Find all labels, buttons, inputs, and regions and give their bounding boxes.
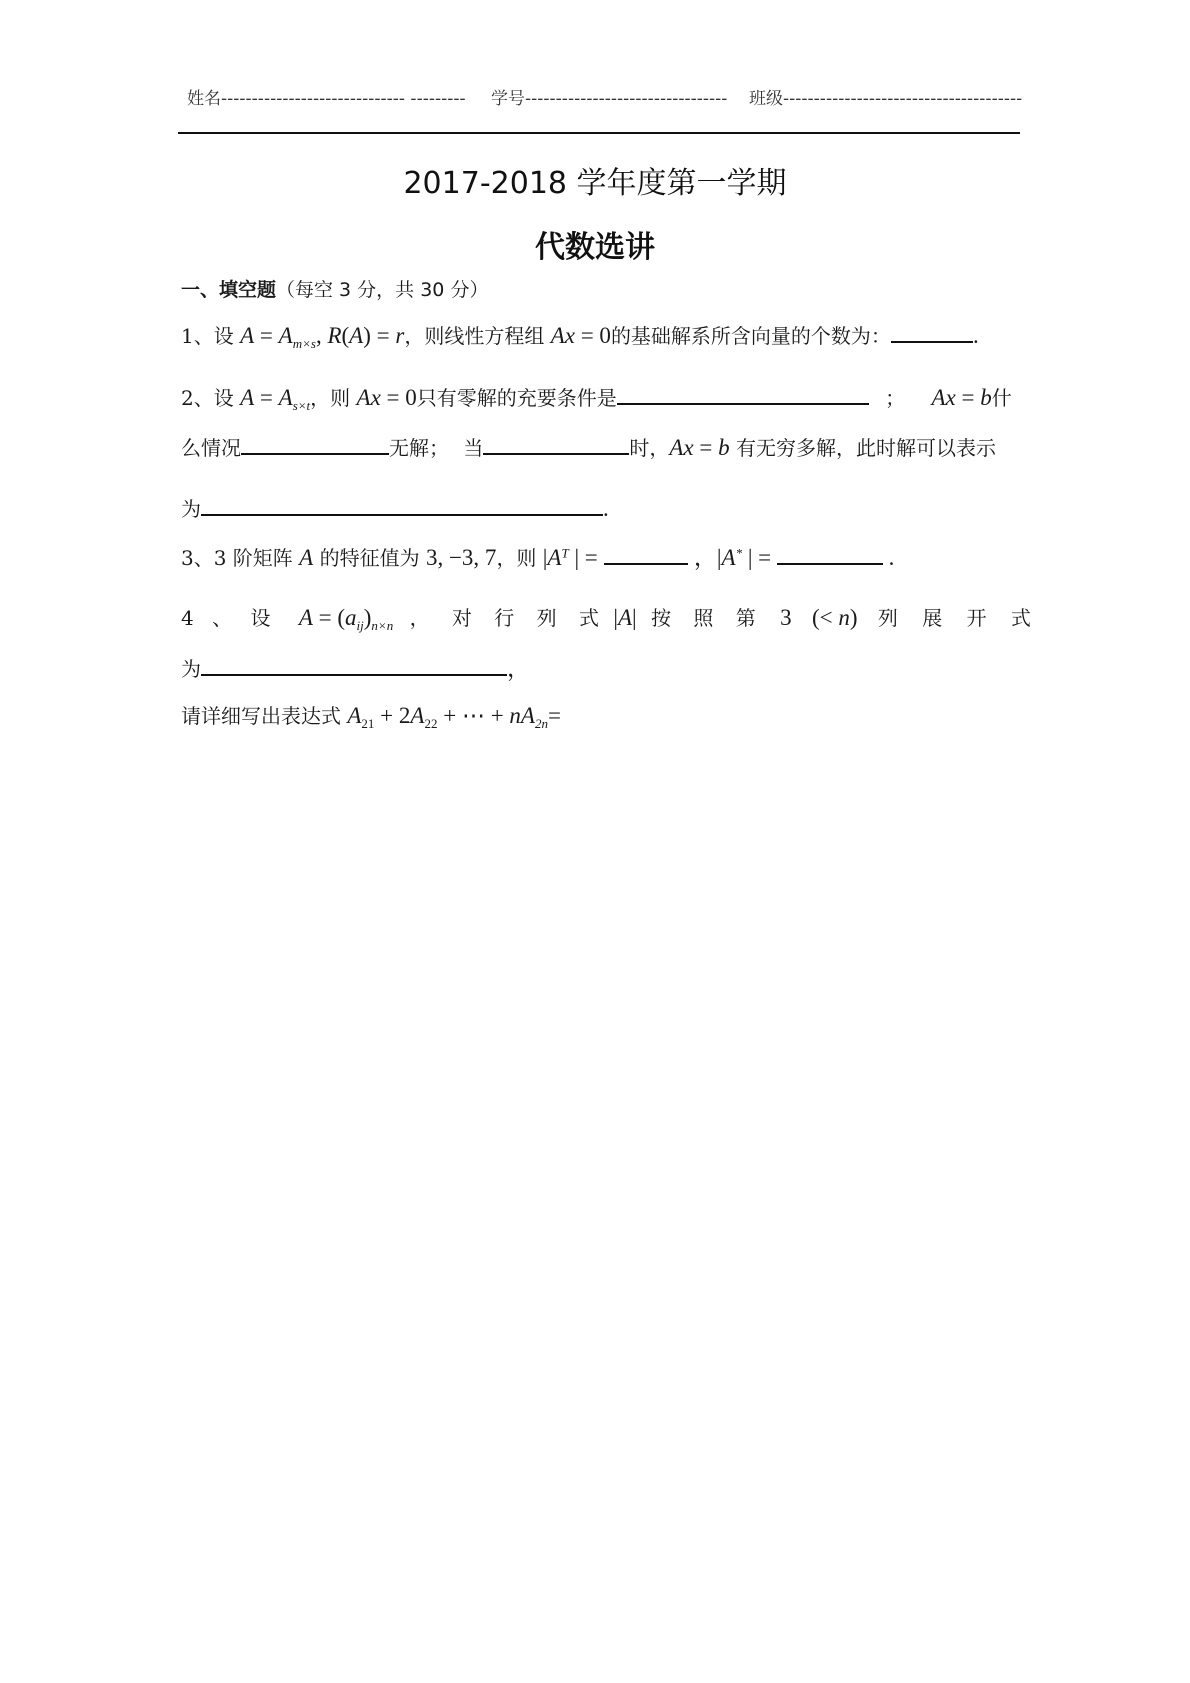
- q1-prefix: 1、设: [181, 324, 234, 348]
- q2-a: ，则: [310, 386, 351, 410]
- question-2-line-2: 么情况 无解； 当 时，Ax = b 有无穷多解，此时解可以表示: [181, 435, 996, 460]
- q4-line3: 请详细写出表达式: [181, 704, 341, 728]
- q2-d: 什: [991, 386, 1012, 410]
- q2-line2c: 当: [463, 436, 484, 460]
- question-4-line-2: 为 ，: [181, 656, 530, 681]
- q4-col: 列 展 开 式: [877, 606, 1040, 630]
- q2-line2b: 无解；: [389, 436, 449, 460]
- section-heading: [181, 275, 488, 302]
- header-rule: [178, 132, 1020, 134]
- question-4-line-1: 4 、 设 $A = (a_{ij})_{n\times n}$ ， 对 行 列 式 |A| 按 照 第 3 (< n) 列 展 开 式: [181, 605, 1040, 633]
- question-2-line-1: 2、设 $A = A_{s\times t}$，则 Ax = 0只有零解的充要条件是 ； Ax = b什: [181, 385, 1012, 413]
- q2-c: ；: [885, 386, 906, 410]
- q3-prefix: 3、3 阶矩阵: [181, 546, 293, 570]
- q3-then: ，则: [496, 546, 537, 570]
- q1-tail: 的基础解系所含向量的个数为：: [610, 324, 891, 348]
- section-title: 一、填空题: [181, 279, 277, 301]
- question-2-line-3: 为 .: [181, 496, 609, 521]
- q1-text: ，则线性方程组: [404, 324, 545, 348]
- q2-blank-4[interactable]: [201, 496, 603, 516]
- question-3: 3、3 阶矩阵 A 的特征值为 3, −3, 7，则 $|A^T$ | = ，|A* | = .: [181, 545, 895, 570]
- q2-line2e: 有无穷多解，此时解可以表示: [735, 436, 996, 460]
- class-field-label: 班级---------------------------------------: [749, 89, 1023, 109]
- q2-b: 只有零解的充要条件是: [416, 386, 617, 410]
- q4-blank-1[interactable]: [201, 656, 507, 676]
- q4-prefix: 4 、 设: [181, 606, 277, 630]
- q2-line3: 为: [181, 497, 201, 521]
- student-id-field-label: 学号---------------------------------: [491, 89, 728, 109]
- q3-blank-2[interactable]: [777, 545, 883, 565]
- q3-blank-1[interactable]: [604, 545, 688, 565]
- q1-answer-blank[interactable]: [891, 323, 973, 343]
- name-field-label: 姓名------------------------------ ---------: [187, 89, 466, 109]
- q4-text: ， 对 行 列 式: [409, 606, 607, 630]
- q4-num: 3: [780, 605, 792, 630]
- q4-by: 按 照 第: [651, 606, 764, 630]
- q3-text: 的特征值为: [319, 546, 420, 570]
- q3-eigenvalues: 3, −3, 7: [425, 545, 497, 570]
- question-4-line-3: 请详细写出表达式 $A_{21} + 2A_{22}$ + ⋯ + $nA_{2n}=$: [181, 703, 561, 731]
- q2-blank-3[interactable]: [483, 435, 629, 455]
- q2-prefix: 2、设: [181, 386, 234, 410]
- question-1: 1、设 $A = A_{m\times s}$, R(A) = r，则线性方程组 Ax = 0的基础解系所含向量的个数为： .: [181, 323, 979, 351]
- q4-line2: 为: [181, 657, 201, 681]
- exam-term-title: 2017-2018 学年度第一学期: [403, 166, 787, 201]
- q2-blank-2[interactable]: [241, 435, 389, 455]
- q2-line2a: 么情况: [181, 436, 241, 460]
- course-title: 代数选讲: [535, 230, 655, 265]
- q2-blank-1[interactable]: [617, 385, 869, 405]
- q2-line2d: 时，: [629, 436, 670, 460]
- section-note: （每空 3 分，共 30 分）: [276, 279, 489, 301]
